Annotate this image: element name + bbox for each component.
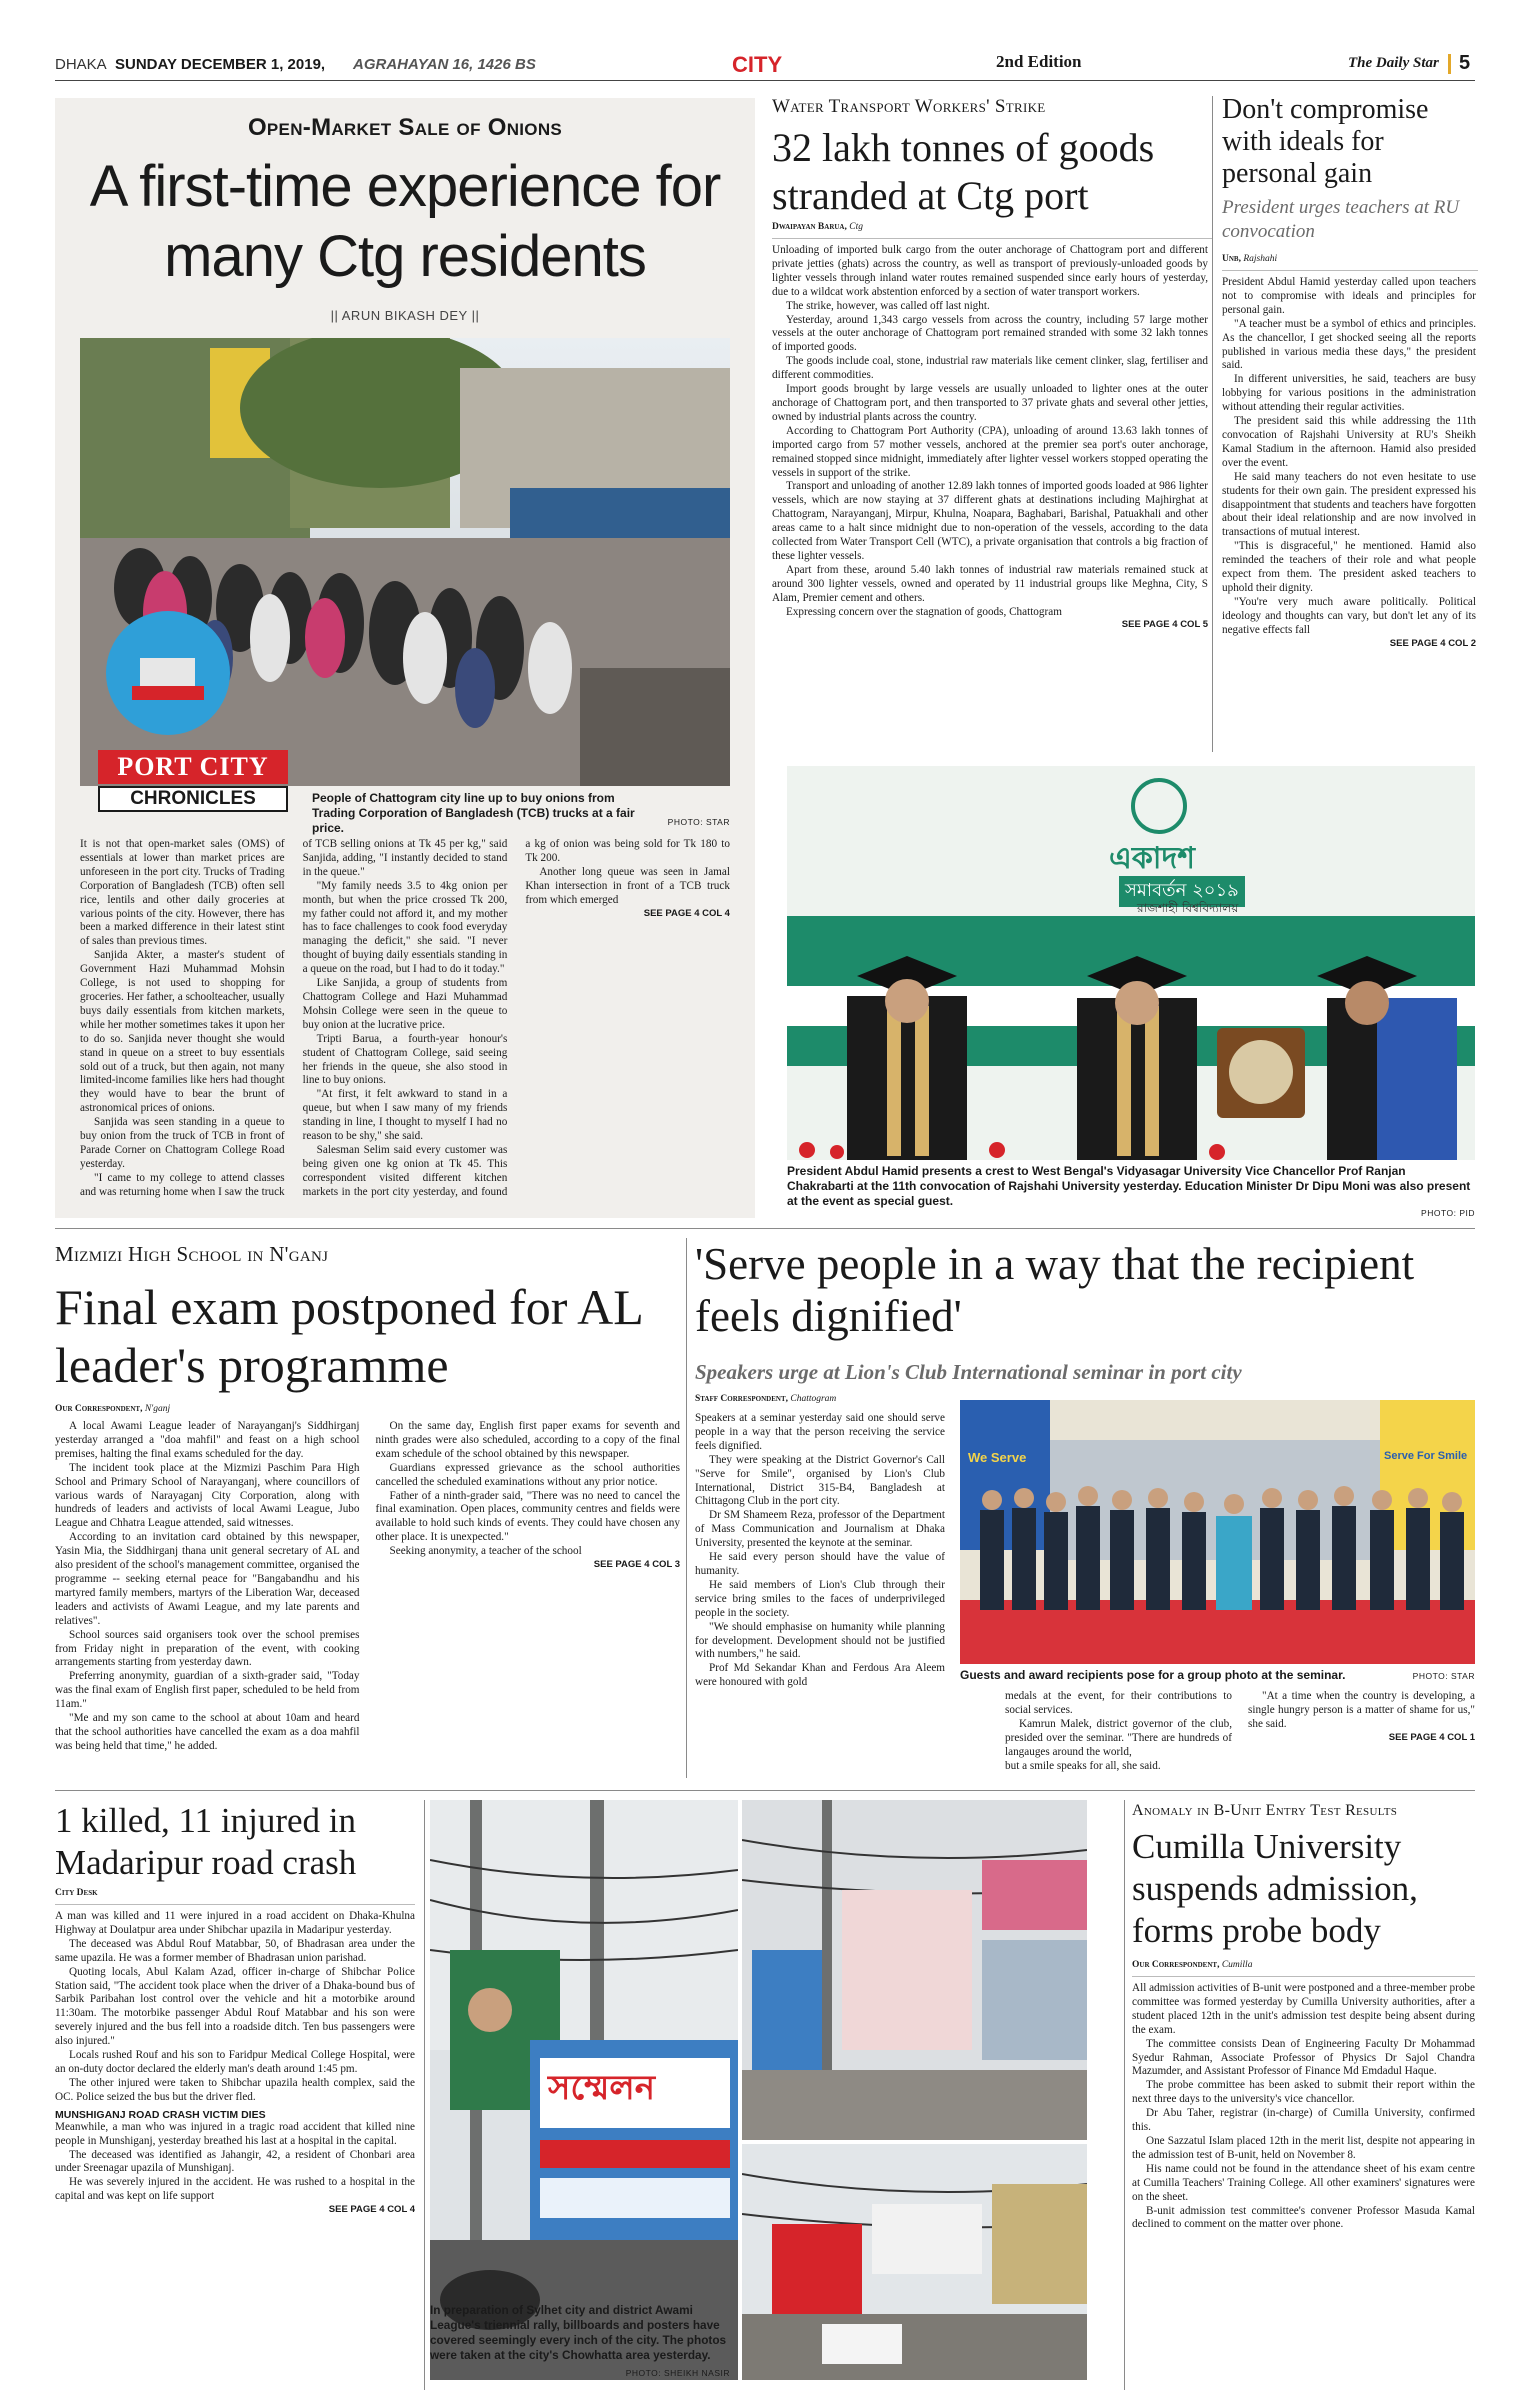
exam-p2: The incident took place at the Mizmizi Paschim Para High School and Primary School of Narayanganj, where councillors of various wards of Narayaganj City Corporation, along with hundreds of leaders and activists of local Awami League, Jubo League and Chhatra League attended, said witnesses.	[55, 1461, 360, 1530]
lions-headline: 'Serve people in a way that the recipient feels dignified'	[695, 1239, 1415, 1341]
lower-page-rule	[55, 1790, 1475, 1791]
strike-p2: The strike, however, was called off last night.	[786, 299, 990, 312]
onion-p9: Salesman Selim said every customer was being given one kg onion at Tk 45. This correspondent visited different kitchen markets in the port city yesterday, and found a kg of onion was being sold for Tk 180 to Tk 200.	[302, 838, 730, 1198]
cumilla-p2: The committee consists Dean of Engineering Faculty Dr Mohammad Syedur Rahman, Associate Professor of Physics Dr Sajol Chandra Mazumder, and Assistant Professor of Finance Md Emdadul Haque.	[1132, 2037, 1475, 2078]
onion-continued: SEE PAGE 4 COL 4	[643, 907, 730, 919]
ideals-p3: In different universities, he said, teachers are busy lobbying for various positions in the administration without attending their regular activities.	[1222, 373, 1476, 414]
exam-lions-divider	[686, 1238, 687, 1778]
lions-sign-left: We Serve	[968, 1450, 1027, 1465]
ideals-byline	[1222, 254, 1478, 264]
lions-group-illustration	[960, 1400, 1475, 1664]
exam-p10: Seeking anonymity, a teacher of the school	[389, 1545, 582, 1558]
convocation-photo	[787, 766, 1475, 1160]
strike-p6: According to Chattogram Port Authority (CPA), unloading of around 13.63 lakh tonnes of imported cargo from 57 mother vessels, anchored at the premier sea port's outer anchorage, remained stopped since midnight, immediately after lighter vessel workers stopped operating the vessels in support of the strike.	[772, 424, 1208, 479]
bangla-date: AGRAHAYAN 16, 1426 BS	[353, 56, 536, 73]
strike-byline-name: Dwaipayan Barua,	[772, 222, 847, 232]
ideals-byline-place: Rajshahi	[1243, 254, 1278, 264]
strike-p7: Transport and unloading of another 12.89 lakh tonnes of imported goods loaded at 986 lighter vessels, which are now staying at 37 different ghats at destinations including Majhirghat at Chattogram, Narayanganj, Mirpur, Khulna, Noapara, Baghabari, Barishal, Patuakhali and other areas came to a halt since midnight due to non-operation of the vessels, according to the data collected from Water Transport Cell (WTC), a private organisation that controls a big fraction of these lighter vessels.	[772, 480, 1208, 562]
crash-p7: The deceased was identified as Jahangir, 42, a resident of Chonbari area under Sreenagar upazila of Munshiganj.	[55, 2148, 415, 2175]
cumilla-p4: Dr Abu Taher, registrar (in-charge) of Cumilla University, confirmed this.	[1132, 2107, 1475, 2134]
lions-sign-right: Serve For Smile	[1384, 1450, 1468, 1462]
ideals-headline: Don't compromise with ideals for personal gain	[1222, 94, 1429, 189]
ideals-p6: "This is disgraceful," he mentioned. Hamid also reminded the teachers of their role and what people expect from them. The president asked teachers to uphold their dignity.	[1222, 540, 1476, 594]
crash-p4: Locals rushed Rouf and his son to Faridpur Medical College Hospital, were an on-duty doctor declared the elderly man's death around 1:45 pm.	[55, 2049, 415, 2075]
strike-p5: Import goods brought by large vessels are usually unloaded to lighter ones at the outer anchorage of Chattogram port, and then transported to 37 private ghats and several other jetties, owned by industrial plants across the country.	[772, 383, 1208, 423]
strike-p1: Unloading of imported bulk cargo from the outer anchorage of Chattogram port and different private jetties (ghats) across the country, as well as transport of previously-unloaded goods by lighter vessels through inland water routes remained suspended since early hours of yesterday, due to a wildcat work abstention enforced by a section of water transport workers.	[772, 244, 1208, 298]
page-divider	[1448, 54, 1451, 74]
port-city-badge: PORT CITY	[98, 750, 288, 784]
sylhet-street-illustration-3	[742, 2144, 1087, 2380]
onion-caption: People of Chattogram city line up to buy onions from Trading Corporation of Bangladesh (TCB) trucks at a fair price.	[312, 791, 635, 835]
lions-caption: Guests and award recipients pose for a group photo at the seminar.	[960, 1668, 1346, 1682]
onion-p8: "At first, it felt awkward to stand in a queue, but when I saw many of my friends standing in line, I thought to myself I had no reason to be shy," she said.	[302, 1088, 508, 1143]
crash-headline: 1 killed, 11 injured in Madaripur road crash	[55, 1801, 357, 1882]
onion-p10: Another long queue was seen in Jamal Khan intersection in front of a TCB truck from which emerged	[525, 865, 730, 906]
lions-p3: Dr SM Shameem Reza, professor of the Department of Mass Communication and Journalism at Dhaka University, presented the keynote at the seminar.	[695, 1509, 945, 1550]
ideals-p2: "A teacher must be a symbol of ethics and principles. As the chancellor, I get shocked seeing all the reports published in various media these days," the president said.	[1222, 317, 1476, 372]
lions-photo-credit: PHOTO: STAR	[1412, 1671, 1475, 1681]
onion-p6: Like Sanjida, a group of students from Chattogram College and Hazi Muhammad Mohsin College were seen in the queue to buy onion at the lucrative price.	[302, 977, 508, 1031]
strike-continued: SEE PAGE 4 COL 5	[1121, 619, 1208, 631]
crash-p1: A man was killed and 11 were injured in a road accident on Dhaka-Khulna Highway at Doulatpur area under Shibchar upazila in Madaripur yesterday.	[55, 1910, 415, 1936]
crash-p6: Meanwhile, a man who was injured in a tragic road accident that killed nine people in Munshiganj, yesterday breathed his last at a hospital in the capital.	[55, 2120, 415, 2147]
cumilla-byline-name: Our Correspondent,	[1132, 1960, 1220, 1970]
paper-name: The Daily Star	[1348, 55, 1439, 71]
cumilla-kicker: Anomaly in B-Unit Entry Test Results	[1132, 1802, 1398, 1819]
chronicles-badge: CHRONICLES	[98, 786, 288, 812]
masthead-rule	[55, 80, 1475, 81]
onion-p7: Tripti Barua, a fourth-year honour's student of Chattogram College, said seeing her friends in the queue, she also stood in line to buy onions.	[302, 1032, 508, 1087]
cumilla-byline	[1132, 1960, 1477, 1970]
lions-p11: "At a time when the country is developing, a single hungry person is a matter of shame for us," she said.	[1248, 1690, 1475, 1730]
strike-p4: The goods include coal, stone, industrial raw materials like cement clinker, slag, fertiliser and different commodities.	[772, 355, 1208, 382]
onion-p5: "My family needs 3.5 to 4kg onion per month, but when the price crossed Tk 200, my father could not afford it, and my mother has to face challenges to cook food everyday managing the deficit," she said. "I never thought of buying daily essentials standing in a queue on the road, but I had to do it today."	[302, 879, 508, 976]
strike-p8: Apart from these, around 5.40 lakh tonnes of industrial raw materials remained stuck at around 300 lighter vessels, owned and operated by 11 industrial groups like Meghna, City, S Alam, Premier cement and others.	[772, 563, 1208, 604]
exam-p1: A local Awami League leader of Narayanganj's Siddhirganj yesterday arranged a "doa mahfil" and feast on a high school premises, halting the final exams scheduled for the day.	[55, 1420, 360, 1460]
exam-p4: School sources said organisers took over the school premises from Friday night in preparation of the event, with cooking arrangements starting from yesterday dawn.	[55, 1628, 360, 1669]
crash-byline: City Desk	[55, 1888, 98, 1898]
lions-body-b	[1005, 1690, 1475, 1780]
lions-group-photo	[960, 1400, 1475, 1664]
strike-body	[772, 244, 1208, 749]
ideals-body	[1222, 276, 1476, 754]
date: SUNDAY DECEMBER 1, 2019,	[115, 56, 326, 73]
crash-subhead: MUNSHIGANJ ROAD CRASH VICTIM DIES	[55, 2108, 266, 2121]
onion-p2: Sanjida Akter, a master's student of Government Hazi Muhammad Mohsin College, is not used to shopping for groceries. Her father, a schoolteacher, usually buys daily essentials from kitchen markets, while her mother sometimes takes it upon her to do so. Sanjida never thought she would stand in queue on a street to buy essentials sold out of a truck, but then again, not many limited-income families like hers had thought they would have to bear the brunt of astronomical prices of onions.	[80, 949, 285, 1115]
cumilla-body	[1132, 1982, 1475, 2382]
sylhet-street-illustration-2	[742, 1800, 1087, 2140]
exam-p3: According to an invitation card obtained by this newspaper, Yasin Mia, the Siddhirganj thana unit general secretary of AL and also president of the school's management committee, organised the programme -- seeking eternal peace for "Bangabandhu and his martyred family members, martyrs of the Liberation War, deceased leaders and activists of Awami League, and my late parents and relatives".	[55, 1531, 360, 1627]
ideals-deck: President urges teachers at RU convocation	[1222, 197, 1460, 242]
convocation-caption: President Abdul Hamid presents a crest to West Bengal's Vidyasagar University Vice Chancellor Prof Ranjan Chakrabarti at the 11th convocation of Rajshahi University yesterday. Education Minister Dr Dipu Moni was also present at the event as special guest.	[787, 1164, 1471, 1208]
onion-p4: "I came to my college to attend classes and was returning home when I saw the truck of TCB selling onions at Tk 45 per kg," said Sanjida, adding, "I instantly decided to stand in the queue."	[80, 838, 508, 1198]
crash-p3: Quoting locals, Abul Kalam Azad, officer in-charge of Shibchar Police Station said, "The accident took place when the driver of a Dhaka-bound bus of Sarbik Paribahan lost control over the vehicle and hit a motorbike around 11:30am. The motorbike passenger Abdul Rouf Matabbar and his son were severely injured and the bus fell into a roadside ditch. Ten bus passengers were also injured."	[55, 1965, 415, 2048]
exam-byline-place: N'ganj	[144, 1404, 171, 1414]
onion-queue-illustration	[80, 338, 730, 786]
lions-p1: Speakers at a seminar yesterday said one should serve people in a way that the person receiving the service feels dignified.	[695, 1412, 945, 1452]
convocation-banner-line1: একাদশ	[1109, 841, 1196, 876]
cumilla-p3: The probe committee has been asked to submit their report within the next three days to the university's vice chancellor.	[1132, 2079, 1475, 2106]
strike-ideals-divider	[1212, 96, 1213, 752]
sylhet-street-photo-3	[742, 2144, 1087, 2380]
exam-headline: Final exam postponed for AL leader's programme	[55, 1279, 642, 1393]
strike-byline	[772, 222, 1212, 232]
ideals-byline-name: Unb,	[1222, 254, 1241, 264]
strike-headline: 32 lakh tonnes of goods stranded at Ctg port	[772, 125, 1155, 218]
ideals-p1: President Abdul Hamid yesterday called upon teachers not to compromise with ideals and principles for personal gain.	[1222, 276, 1476, 316]
lions-p7: Prof Md Sekandar Khan and Ferdous Ara Aleem were honoured with gold	[695, 1662, 945, 1689]
strike-byline-rule	[772, 238, 1212, 239]
crash-p2: The deceased was Abdul Rouf Matabbar, 50, of Bhadrasan area under the same upazila. He was a former member of Bhadrasan union parishad.	[55, 1937, 415, 1964]
onion-headline: A first-time experience for many Ctg residents	[89, 154, 721, 289]
sylhet-banner-text: সম্মেলন	[548, 2068, 655, 2108]
ideals-continued: SEE PAGE 4 COL 2	[1389, 637, 1476, 649]
onion-byline: || ARUN BIKASH DEY ||	[330, 308, 480, 323]
convocation-photo-credit: PHOTO: PID	[1421, 1208, 1475, 1218]
crash-sylhet-divider	[424, 1800, 425, 2390]
cumilla-p6: His name could not be found in the attendance sheet of his exam centre at Cumilla Teachers' Training College. All other examiners' signatures were on the sheet.	[1132, 2162, 1475, 2203]
cumilla-headline: Cumilla University suspends admission, forms probe body	[1132, 1827, 1418, 1950]
mid-page-rule	[55, 1228, 1475, 1229]
crash-p5: The other injured were taken to Shibchar upazila health complex, said the OC. Police seized the bus but the driver fled.	[55, 2076, 415, 2103]
exam-body	[55, 1420, 680, 1778]
convocation-banner-line2: সমাবর্তন ২০১৯	[1119, 876, 1245, 907]
strike-p3: Yesterday, around 1,343 cargo vessels from across the country, including 57 large mother vessels at the outer anchorage of Chattogram port remained stranded with some 32 lakh tonnes of imported goods.	[772, 313, 1208, 354]
edition: 2nd Edition	[996, 52, 1082, 71]
exam-p8: Guardians expressed grievance as the school authorities cancelled the scheduled examinations without any prior notice.	[375, 1461, 680, 1488]
ideals-p7: "You're very much aware politically. Political ideology and thoughts can vary, but don't let any of its negative effects fall	[1222, 595, 1476, 636]
sylhet-street-photo-1	[430, 1800, 738, 2380]
cumilla-p5: One Sazzatul Islam placed 12th in the merit list, despite not appearing in the admission test of B-unit, held on November 8.	[1132, 2134, 1475, 2161]
ideals-p4: The president said this while addressing the 11th convocation of Rajshahi University at RU's Sheikh Kamal Stadium in the afternoon. Hamid also presided over the event.	[1222, 415, 1476, 469]
cumilla-byline-place: Cumilla	[1221, 1960, 1253, 1970]
crash-p8: He was severely injured in the accident. He was rushed to a hospital in the capital and was kept on life support	[55, 2176, 415, 2203]
exam-p6: "Me and my son came to the school at about 10am and heard that the school authorities have cancelled the exam as a doa mahfil was being held that time," he added.	[55, 1712, 360, 1752]
dateline: DHAKA	[55, 56, 107, 73]
exam-p7: On the same day, English first paper exams for seventh and ninth grades were also scheduled, according to a copy of the final exam schedule of the school obtained by this newspaper.	[375, 1420, 680, 1460]
cumilla-p7: B-unit admission test committee's convener Professor Masuda Kamal declined to comment on the matter over phone.	[1132, 2204, 1475, 2231]
strike-byline-place: Ctg	[849, 222, 863, 232]
exam-p5: Preferring anonymity, guardian of a sixth-grader said, "Today was the final exam of English first paper, scheduled to be held from 11am."	[55, 1670, 360, 1711]
exam-byline-name: Our Correspondent,	[55, 1404, 143, 1414]
lions-p9: Kamrun Malek, district governor of the club, presided over the seminar. "There are hundreds of langauges around the world,	[1005, 1717, 1232, 1758]
lions-p4: He said every person should have the value of humanity.	[695, 1551, 945, 1577]
ideals-p5: He said many teachers do not even hesitate to use students for their own gain. The president expressed his disappointment that students and teachers have forgotten about their ideal relationship and are now involved in transactions of mutual interest.	[1222, 470, 1476, 539]
page-number: 5	[1459, 52, 1471, 74]
exam-continued: SEE PAGE 4 COL 3	[593, 1559, 680, 1571]
lions-deck: Speakers urge at Lion's Club International seminar in port city	[695, 1360, 1242, 1384]
onion-p3: Sanjida was seen standing in a queue to buy onion from the truck of TCB in front of Parade Corner on Chattogram College Road yesterday.	[80, 1116, 285, 1170]
cumilla-p1: All admission activities of B-unit were postponed and a three-member probe committee was formed yesterday by Cumilla University authorities, after a student placed 12th in the unit's admission test despite being absent during the exam.	[1132, 1982, 1475, 2036]
exam-byline	[55, 1404, 675, 1414]
cumilla-byline-rule	[1132, 1976, 1475, 1977]
onion-kicker: Open-Market Sale of Onions	[247, 114, 563, 141]
onion-queue-photo	[80, 338, 730, 786]
exam-kicker: Mizmizi High School in N'ganj	[55, 1242, 329, 1266]
lions-p8: medals at the event, for their contributions to social services.	[1005, 1690, 1232, 1716]
lions-byline-name: Staff Correspondent,	[695, 1394, 788, 1404]
lions-body-a	[695, 1412, 945, 1782]
lions-p2: They were speaking at the District Governor's Call "Serve for Smile", organised by Lion's Club International, District 315-B4, Bangladesh at Chittagong Club in the port city.	[695, 1453, 945, 1508]
sylhet-photo-credit: PHOTO: SHEIKH NASIR	[625, 2368, 730, 2378]
convocation-banner-line3: রাজশাহী বিশ্ববিদ্যালয়	[1137, 901, 1239, 915]
lions-byline-place: Chattogram	[790, 1394, 837, 1404]
onion-photo-credit: PHOTO: STAR	[667, 817, 730, 827]
masthead	[55, 52, 1475, 78]
convocation-illustration	[787, 766, 1475, 1160]
onion-p1: It is not that open-market sales (OMS) of essentials at lower than market prices are unforeseen in the port city. Trucks of Trading Corporation of Bangladesh (TCB) often sell rice, lentils and other daily groceries at various points of the city. However, there has been a marked difference in their latest stint of sales than previous times.	[80, 838, 285, 948]
section-title: CITY	[732, 52, 783, 77]
sylhet-street-photo-2	[742, 1800, 1087, 2140]
exam-p9: Father of a ninth-grader said, "There was no need to cancel the final examination. Open places, community centres and fields were available to hold such kinds of events. They could have chosen any other place. It is unexpected."	[375, 1489, 680, 1544]
lions-continued: SEE PAGE 4 COL 1	[1388, 1731, 1475, 1743]
strike-kicker: Water Transport Workers' Strike	[772, 96, 1046, 117]
sylhet-cumilla-divider	[1124, 1800, 1125, 2390]
strike-p9: Expressing concern over the stagnation of goods, Chattogram	[786, 605, 1062, 618]
lions-p6: "We should emphasise on humanity while planning for development. Development should not be justified with numbers," he said.	[695, 1620, 945, 1661]
lions-p10: but a smile speaks for all, she said.	[1005, 1759, 1161, 1772]
onion-body	[80, 838, 730, 1206]
crash-byline-rule	[55, 1904, 415, 1905]
sylhet-caption: In preparation of Sylhet city and district Awami League's triennial rally, billboards and posters have covered seemingly every inch of the city. The photos were taken at the city's Chowhatta area yesterday.	[430, 2303, 727, 2362]
crash-continued: SEE PAGE 4 COL 4	[328, 2204, 415, 2216]
ideals-byline-rule	[1222, 270, 1478, 271]
lions-byline	[695, 1394, 945, 1404]
crash-body	[55, 1910, 415, 2386]
lions-p5: He said members of Lion's Club through their service bring smiles to the faces of underprivileged people in the society.	[695, 1578, 945, 1619]
